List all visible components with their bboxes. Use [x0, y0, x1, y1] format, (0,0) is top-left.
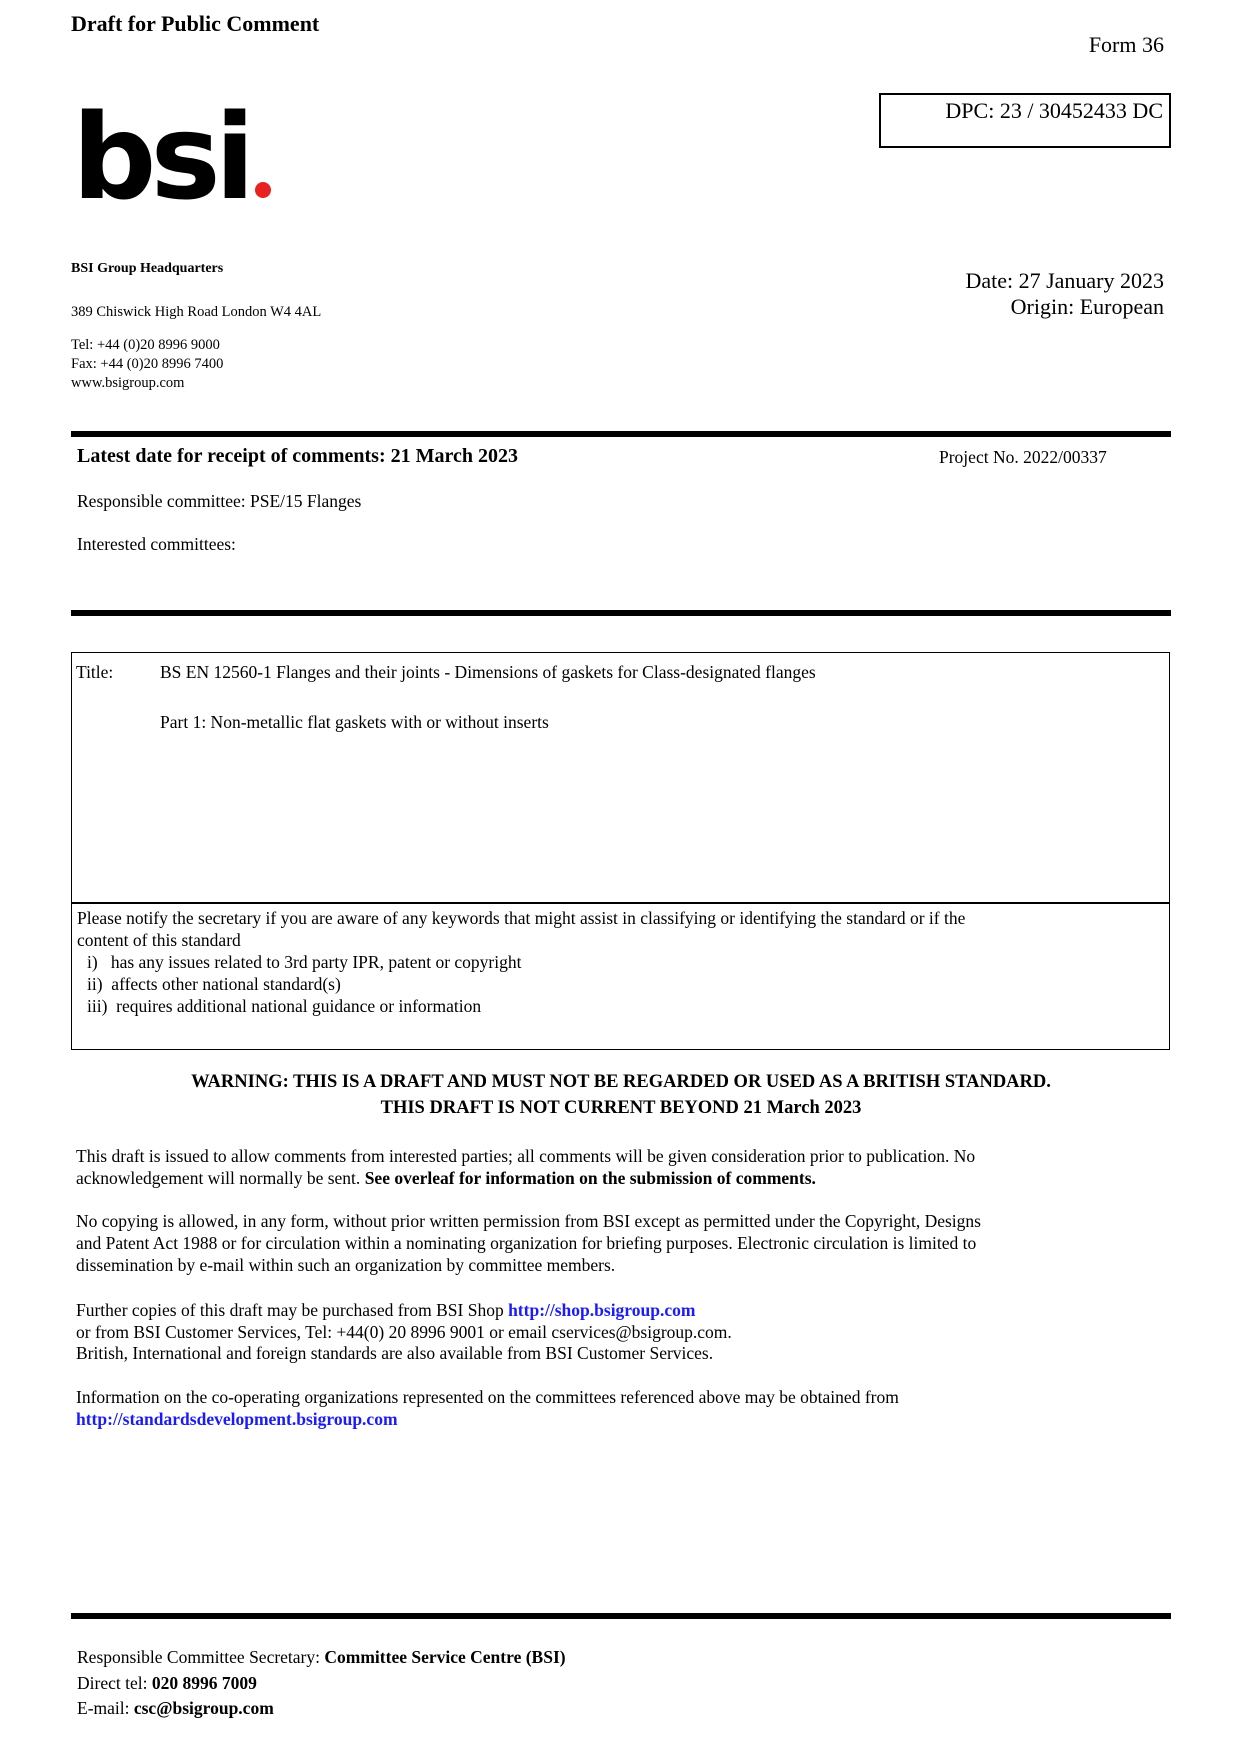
bsi-logo: [72, 88, 271, 226]
hq-fax: Fax: +44 (0)20 8996 7400: [71, 356, 224, 372]
notify-text-cont: content of this standard: [77, 930, 241, 950]
paragraph-3-cont: British, International and foreign standards are also available from BSI Customer Services.: [76, 1343, 714, 1363]
issue-date: Date: 27 January 2023: [965, 268, 1164, 293]
standard-title: BS EN 12560-1 Flanges and their joints - Dimensions of gaskets for Class-designated flanges: [160, 662, 816, 682]
hq-tel: Tel: +44 (0)20 8996 9000: [71, 337, 220, 353]
hq-name: BSI Group Headquarters: [71, 261, 224, 276]
dpc-box: [879, 93, 1171, 148]
paragraph-1: This draft is issued to allow comments from interested parties; all comments will be given consideration prior to publication. No: [76, 1146, 976, 1166]
notify-text: Please notify the secretary if you are aware of any keywords that might assist in classifying or identifying the standard or if the: [77, 908, 966, 928]
notify-item: i) has any issues related to 3rd party IPR, patent or copyright: [87, 952, 522, 972]
logo-dot: [255, 182, 271, 198]
paragraph-2-cont: and Patent Act 1988 or for circulation within a nominating organization for briefing purposes. Electronic circulation is limited to: [76, 1233, 977, 1253]
secretary-label: Responsible Committee Secretary:: [77, 1647, 325, 1667]
interested-committees: Interested committees:: [77, 534, 236, 554]
title-label: Title:: [76, 662, 114, 682]
paragraph-2-cont: dissemination by e-mail within such an organization by committee members.: [76, 1255, 616, 1275]
warning-line-1: WARNING: THIS IS A DRAFT AND MUST NOT BE REGARDED OR USED AS A BRITISH STANDARD.: [191, 1072, 1051, 1092]
warning-line-2: THIS DRAFT IS NOT CURRENT BEYOND 21 March 2023: [380, 1098, 862, 1118]
standards-development-link[interactable]: http://standardsdevelopment.bsigroup.com: [76, 1409, 398, 1429]
paragraph-3: [76, 1299, 695, 1321]
hq-website[interactable]: www.bsigroup.com: [71, 375, 185, 391]
tel-number: 020 8996 7009: [151, 1673, 257, 1693]
secretary-name: Committee Service Centre (BSI): [324, 1647, 566, 1667]
paragraph-4-link-line: [76, 1408, 398, 1430]
paragraph-3-cont: or from BSI Customer Services, Tel: +44(0) 20 8996 9001 or email cservices@bsigroup.com.: [76, 1322, 732, 1342]
contact-email: [77, 1697, 274, 1719]
notify-item: iii) requires additional national guidance or information: [87, 996, 482, 1016]
hq-address: 389 Chiswick High Road London W4 4AL: [71, 304, 322, 320]
notify-item: ii) affects other national standard(s): [87, 974, 341, 994]
paragraph-4: Information on the co-operating organizations represented on the committees referenced above may be obtained from: [76, 1387, 899, 1407]
origin: Origin: European: [1010, 294, 1164, 319]
paragraph-2: No copying is allowed, in any form, without prior written permission from BSI except as permitted under the Copyright, Designs: [76, 1211, 981, 1231]
dpc-number: DPC: 23 / 30452433 DC: [945, 98, 1163, 123]
tel-label: Direct tel:: [77, 1673, 152, 1693]
comment-deadline: Latest date for receipt of comments: 21 March 2023: [77, 445, 518, 467]
divider: [71, 431, 1171, 437]
email-label: E-mail:: [77, 1698, 134, 1718]
direct-tel: [77, 1672, 257, 1694]
standard-part: Part 1: Non-metallic flat gaskets with or without inserts: [160, 712, 549, 732]
project-number: Project No. 2022/00337: [939, 447, 1107, 467]
divider: [71, 1613, 1171, 1619]
paragraph-text: Further copies of this draft may be purchased from BSI Shop: [76, 1300, 509, 1320]
paragraph-text: acknowledgement will normally be sent.: [76, 1168, 365, 1188]
responsible-committee: Responsible committee: PSE/15 Flanges: [77, 491, 362, 511]
overleaf-note: See overleaf for information on the submission of comments.: [364, 1168, 816, 1188]
paragraph-1-cont: [76, 1167, 816, 1189]
logo-text: bsi: [72, 88, 250, 226]
title-box-divider: [72, 902, 1169, 904]
email-address[interactable]: csc@bsigroup.com: [133, 1698, 274, 1718]
divider: [71, 610, 1171, 616]
form-number: Form 36: [1088, 32, 1164, 57]
committee-secretary: [77, 1646, 566, 1668]
draft-label: Draft for Public Comment: [71, 11, 320, 36]
shop-link[interactable]: http://shop.bsigroup.com: [508, 1300, 696, 1320]
